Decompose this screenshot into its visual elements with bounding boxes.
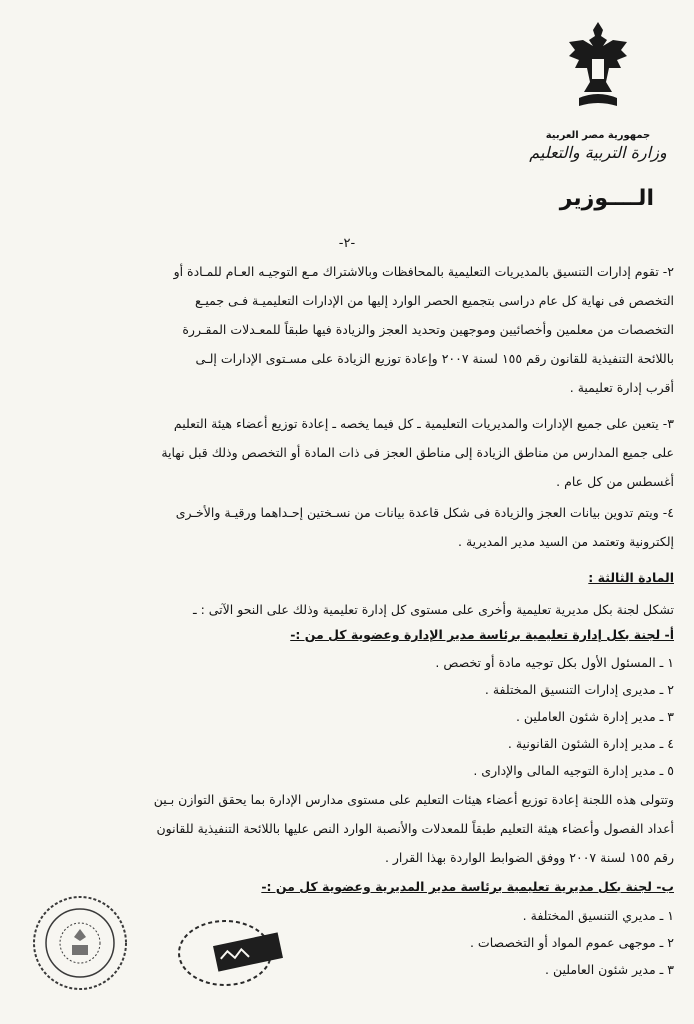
stamp-icon (175, 913, 285, 993)
country-name: جمهورية مصر العربية (545, 130, 651, 141)
list-item: ٣ ـ مدير شئون العاملين . (545, 962, 674, 977)
text-line: ٤- ويتم تدوين بيانات العجز والزيادة فى شكل قاعدة بيانات من نسـختين إحـداهما ورقيـة والأخـرى (175, 505, 674, 520)
list-item: ١ ـ المسئول الأول بكل توجيه مادة أو تخصص . (435, 655, 674, 670)
text-line: أغسطس من كل عام . (556, 474, 674, 489)
text-line: ٣- يتعين على جميع الإدارات والمديريات التعليمية ـ كل فيما يخصه ـ إعادة توزيع أعضاء هيئة التعليم (173, 416, 674, 431)
text-line: رقم ١٥٥ لسنة ٢٠٠٧ ووفق الضوابط الواردة بهذا القرار . (384, 850, 674, 865)
text-line: ٢- تقوم إدارات التنسيق بالمديريات التعليمية بالمحافظات وبالاشتراك مـع التوجيـه العـام للمـادة أو (173, 264, 674, 279)
eagle-emblem-icon (565, 18, 631, 114)
text-line: التخصص فى نهاية كل عام دراسى بتجميع الحصر الوارد إليها من الإدارات التعليميـة فـى جميـع (195, 293, 674, 308)
ministry-name: وزارة التربية والتعليم (529, 143, 667, 162)
letterhead (528, 18, 668, 162)
text-line: تشكل لجنة بكل مديرية تعليمية وأخرى على مستوى كل إدارة تعليمية وذلك على النحو الآتى : ـ (192, 602, 674, 617)
minister-title: الــــوزير (559, 186, 654, 211)
text-line: إلكترونية وتعتمد من السيد مدير المديرية . (458, 534, 674, 549)
text-line: وتتولى هذه اللجنة إعادة توزيع أعضاء هيئات التعليم على مستوى مدارس الإدارة بما يحقق التوازن بـين (153, 792, 674, 807)
list-item: ٤ ـ مدير إدارة الشئون القانونية . (507, 736, 674, 751)
text-line: التخصصات من معلمين وأخصائيين وموجهين وتحديد العجز والزيادة فيها طبقاً للمعـدلات المقـررة (182, 322, 674, 337)
text-line: على جميع المدارس من مناطق الزيادة إلى مناطق العجز فى ذات المادة أو التخصص وذلك قبل نهاية (161, 445, 674, 460)
subsection-heading: ب- لجنة بكل مديرية تعليمية برئاسة مدير المديرية وعضوية كل من :- (261, 879, 674, 894)
list-item: ٢ ـ مديرى إدارات التنسيق المختلفة . (484, 682, 674, 697)
text-line: باللائحة التنفيذية للقانون رقم ١٥٥ لسنة ٢٠٠٧ وإعادة توزيع الزيادة على مسـتوى الإدارات إلـى (195, 351, 674, 366)
official-seal-icon (30, 893, 130, 993)
list-item: ٥ ـ مدير إدارة التوجيه المالى والإدارى . (473, 763, 674, 778)
list-item: ١ ـ مديري التنسيق المختلفة . (522, 908, 674, 923)
subsection-heading: أ- لجنة بكل إدارة تعليمية برئاسة مدير الإدارة وعضوية كل من :- (290, 627, 674, 642)
list-item: ٢ ـ موجهى عموم المواد أو التخصصات . (469, 935, 674, 950)
section-heading: المادة الثالثة : (588, 570, 674, 585)
page-number: -٢- (338, 236, 356, 251)
text-line: أعداد الفصول وأعضاء هيئة التعليم طبقاً للمعدلات والأنصبة الوارد النص عليها باللائحة التنفيذية للقانون (156, 821, 674, 836)
text-line: أقرب إدارة تعليمية . (569, 380, 674, 395)
list-item: ٣ ـ مدير إدارة شئون العاملين . (515, 709, 674, 724)
